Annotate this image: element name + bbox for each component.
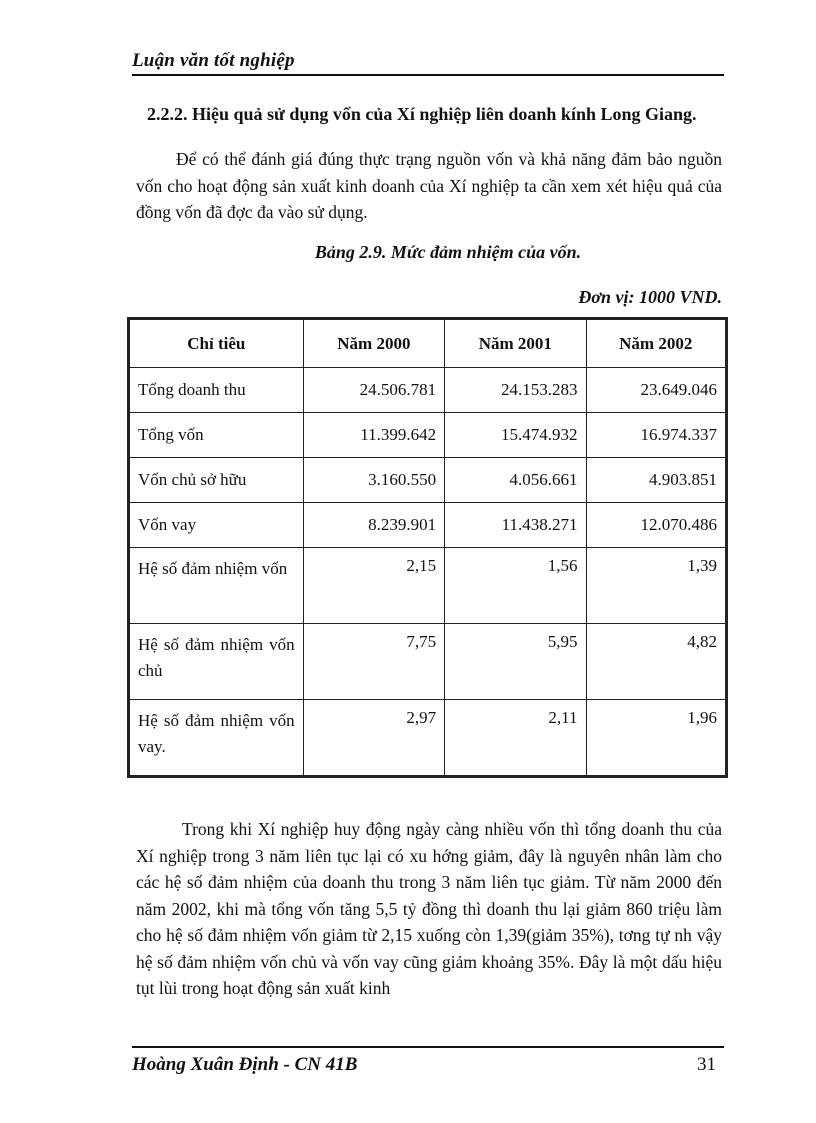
cell-value: 12.070.486: [586, 503, 726, 548]
page-number: 31: [697, 1054, 716, 1075]
table-row: [129, 368, 727, 413]
cell-value: 2,11: [445, 700, 586, 777]
cell-value: 23.649.046: [586, 368, 726, 413]
intro-paragraph: Để có thể đánh giá đúng thực trạng nguồn vốn và khả năng đảm bảo nguồn vốn cho hoạt động sản xuất kinh doanh của Xí nghiệp ta cần xem xét hiệu quả của đồng vốn đã đợc đa vào sử dụng.: [136, 149, 722, 222]
table-row: [129, 624, 727, 700]
table-row: [129, 503, 727, 548]
cell-value: 4.056.661: [445, 458, 586, 503]
table-row: [129, 548, 727, 624]
cell-value: 16.974.337: [586, 413, 726, 458]
row-label: Hệ số đảm nhiệm vốn: [129, 548, 304, 624]
row-label: Tổng vốn: [129, 413, 304, 458]
row-label: Hệ số đảm nhiệm vốn vay.: [129, 700, 304, 777]
table-row: [129, 458, 727, 503]
header-year-2000: Năm 2000: [303, 319, 444, 368]
cell-value: 1,56: [445, 548, 586, 624]
footer-author: Hoàng Xuân Định - CN 41B: [132, 1054, 358, 1075]
cell-value: 1,39: [586, 548, 726, 624]
running-footer: [132, 1046, 724, 1075]
cell-value: 4,82: [586, 624, 726, 700]
row-label: Vốn vay: [129, 503, 304, 548]
header-year-2001: Năm 2001: [445, 319, 586, 368]
cell-value: 11.399.642: [303, 413, 444, 458]
analysis-paragraph: Trong khi Xí nghiệp huy động ngày càng nhiều vốn thì tổng doanh thu của Xí nghiệp trong 3 năm liên tục lại có xu hớng giảm, đây là nguyên nhân làm cho các hệ số đảm nhiệm của doanh thu trong 3 năm liên tục giảm. Từ năm 2000 đến năm 2002, khi mà tổng vốn tăng 5,5 tỷ đồng thì doanh thu lại giảm 860 triệu làm cho hệ số đảm nhiệm vốn giảm từ 2,15 xuống còn 1,39(giảm 35%), tơng tự nh vậy hệ số đảm nhiệm vốn chủ và vốn vay cũng giảm khoảng 35%. Đây là một dấu hiệu tụt lùi trong hoạt động sản xuất kinh: [136, 819, 722, 998]
cell-value: 8.239.901: [303, 503, 444, 548]
table-caption: Bảng 2.9. Mức đảm nhiệm của vốn.: [314, 242, 582, 262]
cell-value: 11.438.271: [445, 503, 586, 548]
cell-value: 3.160.550: [303, 458, 444, 503]
cell-value: 2,97: [303, 700, 444, 777]
cell-value: 7,75: [303, 624, 444, 700]
cell-value: 1,96: [586, 700, 726, 777]
cell-value: 15.474.932: [445, 413, 586, 458]
cell-value: 24.506.781: [303, 368, 444, 413]
running-title: Luận văn tốt nghiệp: [132, 50, 295, 71]
cell-value: 2,15: [303, 548, 444, 624]
cell-value: 5,95: [445, 624, 586, 700]
table-unit: Đơn vị: 1000 VND.: [578, 287, 722, 307]
cell-value: 24.153.283: [445, 368, 586, 413]
table-row: [129, 413, 727, 458]
header-year-2002: Năm 2002: [586, 319, 726, 368]
table-row: [129, 700, 727, 777]
row-label: Hệ số đảm nhiệm vốn chủ: [129, 624, 304, 700]
capital-table: [127, 317, 728, 778]
table-header-row: [129, 319, 727, 368]
running-header: [132, 48, 724, 76]
cell-value: 4.903.851: [586, 458, 726, 503]
row-label: Tổng doanh thu: [129, 368, 304, 413]
section-title: 2.2.2. Hiệu quả sử dụng vốn của Xí nghiệp liên doanh kính Long Giang.: [147, 104, 697, 124]
row-label: Vốn chủ sở hữu: [129, 458, 304, 503]
header-indicator: Chỉ tiêu: [129, 319, 304, 368]
